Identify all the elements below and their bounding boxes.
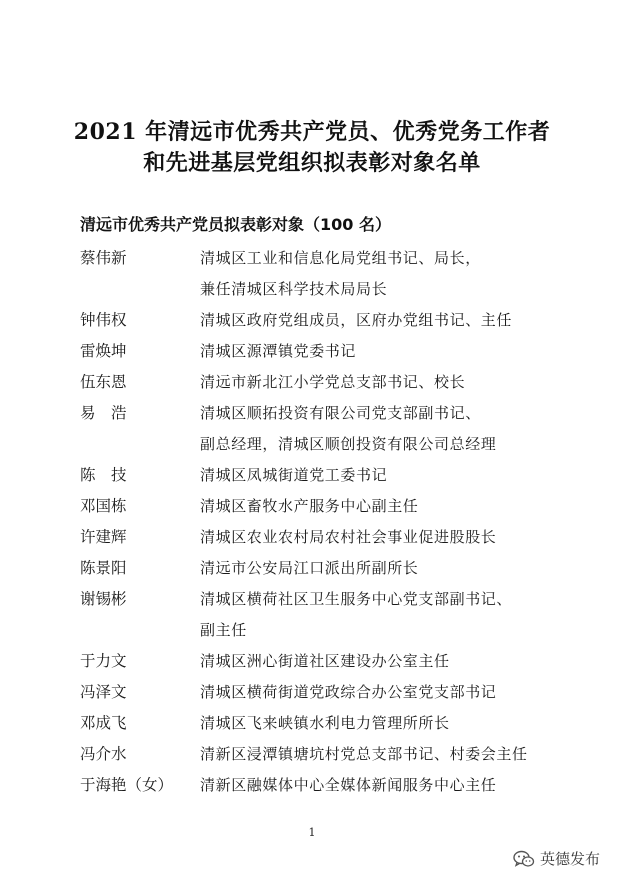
position-line: 清新区融媒体中心全媒体新闻服务中心主任 — [200, 776, 497, 794]
list-item — [0, 367, 624, 398]
position-line: 清城区飞来峡镇水利电力管理所所长 — [200, 714, 450, 732]
honoree-name: 邓国栋 — [80, 497, 127, 515]
honoree-position — [200, 460, 600, 491]
page-number: 1 — [308, 826, 316, 839]
position-line: 清远市新北江小学党总支部书记、校长 — [200, 373, 466, 391]
honoree-name: 谢锡彬 — [80, 590, 127, 608]
position-line: 副总经理，清城区顺创投资有限公司总经理 — [200, 435, 497, 453]
position-line: 清城区农业农村局农村社会事业促进股股长 — [200, 528, 497, 546]
list-item — [0, 584, 624, 646]
honoree-position — [200, 708, 600, 739]
position-line: 清远市公安局江口派出所副所长 — [200, 559, 419, 577]
list-item — [0, 336, 624, 367]
honoree-position — [200, 677, 600, 708]
title-line-1: 2021 年清远市优秀共产党员、优秀党务工作者 — [73, 119, 551, 145]
list-item — [0, 398, 624, 460]
honoree-position — [200, 522, 600, 553]
list-item — [0, 553, 624, 584]
honoree-position — [200, 243, 600, 305]
honoree-name: 冯泽文 — [80, 683, 127, 701]
list-item — [0, 522, 624, 553]
section-heading: 清远市优秀共产党员拟表彰对象（100 名） — [80, 215, 391, 234]
position-line: 清城区横荷社区卫生服务中心党支部副书记、 — [200, 590, 513, 608]
list-item — [0, 770, 624, 801]
honoree-position — [200, 770, 600, 801]
honoree-name: 钟伟权 — [80, 311, 127, 329]
list-item — [0, 305, 624, 336]
honoree-name: 于海艳（女） — [80, 776, 174, 794]
honoree-position — [200, 739, 600, 770]
position-line: 清城区横荷街道党政综合办公室党支部书记 — [200, 683, 497, 701]
list-item — [0, 646, 624, 677]
list-item — [0, 677, 624, 708]
honoree-name: 邓成飞 — [80, 714, 127, 732]
position-line: 清城区源潭镇党委书记 — [200, 342, 357, 360]
honoree-position — [200, 584, 600, 646]
honoree-name: 冯介水 — [80, 745, 127, 763]
watermark-text: 英德发布 — [540, 850, 601, 868]
honoree-name: 蔡伟新 — [80, 249, 127, 267]
honoree-position — [200, 367, 600, 398]
honoree-position — [200, 336, 600, 367]
wechat-icon — [513, 850, 535, 868]
watermark — [513, 848, 600, 869]
honoree-position — [200, 305, 600, 336]
position-line: 清城区凤城街道党工委书记 — [200, 466, 388, 484]
honoree-list — [0, 243, 624, 801]
list-item — [0, 739, 624, 770]
honoree-position — [200, 553, 600, 584]
honoree-name: 伍东恩 — [80, 373, 127, 391]
position-line: 副主任 — [200, 621, 247, 639]
honoree-name: 陈 技 — [80, 466, 127, 484]
honoree-position — [200, 646, 600, 677]
honoree-name: 雷焕坤 — [80, 342, 127, 360]
list-item — [0, 708, 624, 739]
title-line-2: 和先进基层党组织拟表彰对象名单 — [143, 150, 481, 176]
honoree-name: 于力文 — [80, 652, 127, 670]
list-item — [0, 460, 624, 491]
list-item — [0, 491, 624, 522]
position-line: 兼任清城区科学技术局局长 — [200, 280, 388, 298]
position-line: 清城区畜牧水产服务中心副主任 — [200, 497, 419, 515]
honoree-name: 陈景阳 — [80, 559, 127, 577]
position-line: 清城区顺拓投资有限公司党支部副书记、 — [200, 404, 481, 422]
position-line: 清城区洲心街道社区建设办公室主任 — [200, 652, 450, 670]
position-line: 清新区浸潭镇塘坑村党总支部书记、村委会主任 — [200, 745, 528, 763]
honoree-name: 易 浩 — [80, 404, 127, 422]
position-line: 清城区政府党组成员，区府办党组书记、主任 — [200, 311, 513, 329]
honoree-name: 许建辉 — [80, 528, 127, 546]
position-line: 清城区工业和信息化局党组书记、局长， — [200, 249, 481, 267]
honoree-position — [200, 398, 600, 460]
honoree-position — [200, 491, 600, 522]
list-item — [0, 243, 624, 305]
